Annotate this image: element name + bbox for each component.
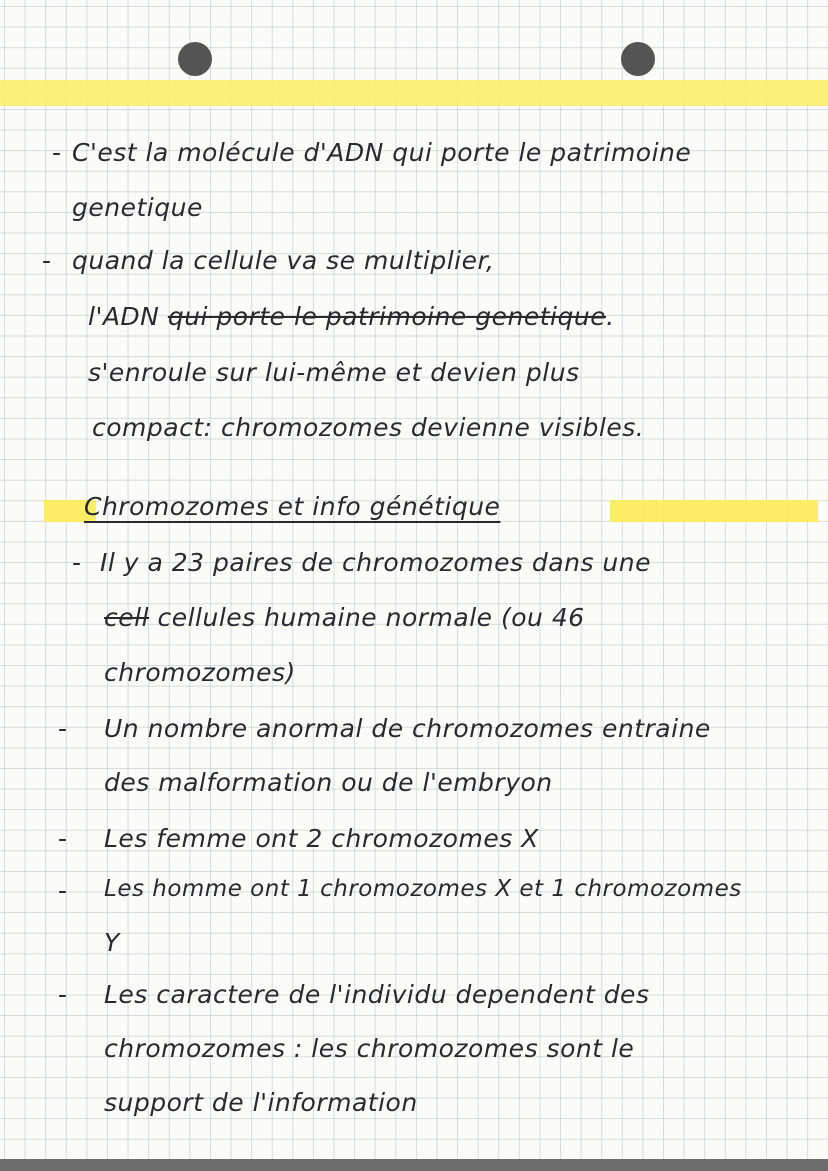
- note-line: Les caractere de l'individu dependent des: [104, 980, 650, 1009]
- struck-text: qui porte le patrimoine genetique: [167, 302, 607, 331]
- bullet-dash: -: [58, 980, 68, 1009]
- note-text: .: [606, 302, 615, 331]
- note-line: quand la cellule va se multiplier,: [72, 246, 495, 275]
- bullet-dash: -: [58, 714, 68, 743]
- note-line: compact: chromozomes devienne visibles.: [92, 413, 645, 442]
- punch-hole-right: [621, 42, 655, 76]
- note-text: cellules humaine normale (ou 46: [157, 603, 585, 632]
- note-line: genetique: [72, 193, 203, 222]
- note-line: Les homme ont 1 chromozomes X et 1 chromozomes: [104, 876, 742, 902]
- highlighter-band: [0, 80, 828, 106]
- note-line: support de l'information: [104, 1088, 418, 1117]
- note-line: Y: [104, 928, 120, 957]
- bullet-dash: -: [58, 824, 68, 853]
- note-line: [88, 302, 615, 331]
- section-heading: Chromozomes et info génétique: [84, 492, 501, 521]
- heading-highlight-right: [610, 500, 818, 522]
- note-text: l'ADN: [88, 302, 160, 331]
- note-line: Un nombre anormal de chromozomes entraine: [104, 714, 711, 743]
- note-line: Il y a 23 paires de chromozomes dans une: [100, 548, 652, 577]
- bullet-dash: -: [42, 246, 52, 275]
- note-line: Les femme ont 2 chromozomes X: [104, 824, 539, 853]
- note-line: des malformation ou de l'embryon: [104, 768, 553, 797]
- note-line: chromozomes): [104, 658, 296, 687]
- punch-hole-left: [178, 42, 212, 76]
- bullet-dash: -: [58, 876, 68, 905]
- page-bottom-edge: [0, 1159, 828, 1171]
- note-line: chromozomes : les chromozomes sont le: [104, 1034, 635, 1063]
- bullet-dash: -: [72, 548, 82, 577]
- note-line: C'est la molécule d'ADN qui porte le patrimoine: [72, 138, 692, 167]
- bullet-dash: -: [52, 138, 62, 167]
- struck-text: cell: [104, 603, 150, 632]
- note-line: s'enroule sur lui-même et devien plus: [88, 358, 580, 387]
- note-line: [104, 603, 585, 632]
